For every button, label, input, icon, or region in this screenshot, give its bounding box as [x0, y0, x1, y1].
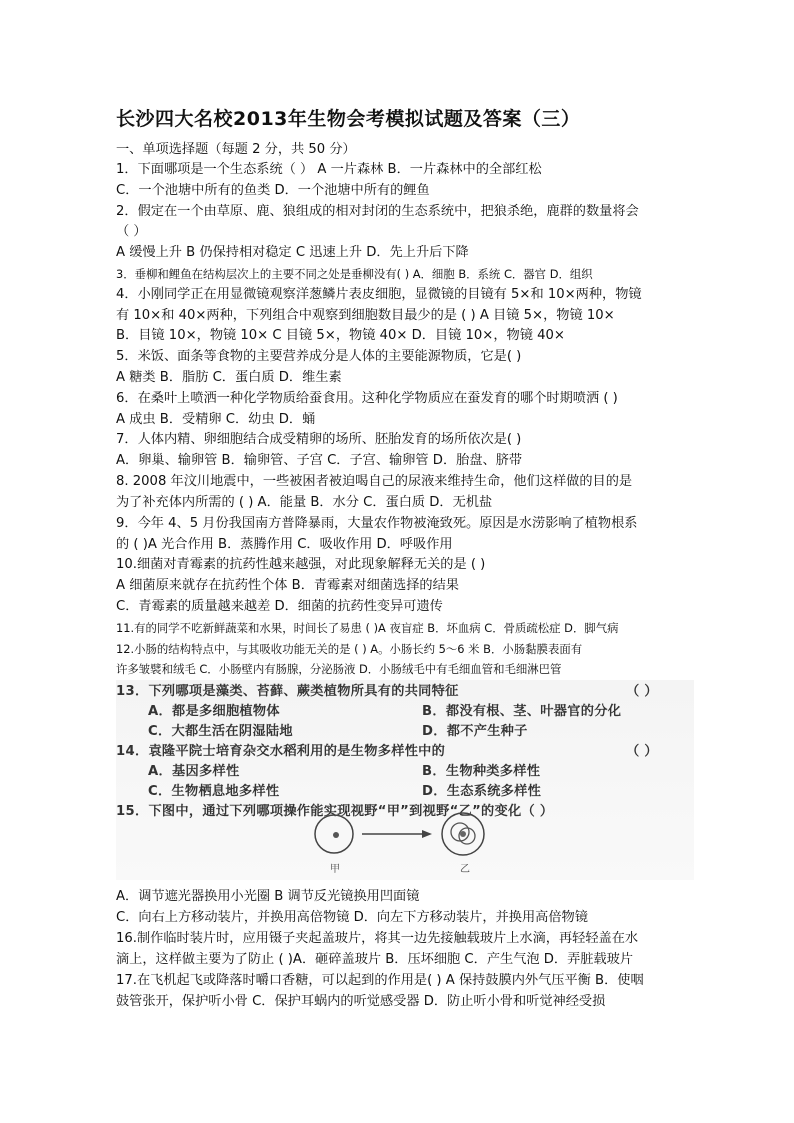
- scan-question-14: [116, 742, 658, 762]
- question-line: A．卵巢、输卵管 B．输卵管、子宫 C．子宫、输卵管 D．胎盘、脐带: [116, 453, 523, 468]
- question-line: C．向右上方移动装片，并换用高倍物镜 D．向左下方移动装片，并换用高倍物镜: [116, 910, 588, 925]
- question-line: 4．小刚同学正在用显微镜观察洋葱鳞片表皮细胞，显微镜的目镜有 5×和 10×两种，物镜: [116, 287, 642, 302]
- question-line: 滴上，这样做主要为了防止 ( )A．砸碎盖玻片 B．压坏细胞 C．产生气泡 D．弄脏载玻片: [116, 952, 634, 967]
- question-line: A 成虫 B．受精卵 C．幼虫 D．蛹: [116, 412, 316, 427]
- question-line: 11.有的同学不吃新鲜蔬菜和水果，时间长了易患 ( )A 夜盲症 B．坏血病 C．骨质疏松症 D．脚气病: [116, 621, 619, 635]
- q14-option-b: B．生物种类多样性: [422, 764, 541, 779]
- q14-option-a: A．基因多样性: [148, 764, 240, 779]
- question-line: 的 ( )A 光合作用 B．蒸腾作用 C．吸收作用 D．呼吸作用: [116, 537, 453, 552]
- microscope-view-diagram: [310, 810, 490, 876]
- question-line: （ ）: [116, 224, 147, 239]
- question-line: C．一个池塘中所有的鱼类 D．一个池塘中所有的鲤鱼: [116, 183, 430, 198]
- q13-option-d: D．都不产生种子: [422, 724, 528, 739]
- label-jia: 甲: [330, 864, 340, 875]
- question-line: A 细菌原来就存在抗药性个体 B．青霉素对细菌选择的结果: [116, 578, 459, 593]
- question-line: A 缓慢上升 B 仍保持相对稳定 C 迅速上升 D．先上升后下降: [116, 245, 469, 260]
- question-line: 17.在飞机起飞或降落时嚼口香糖，可以起到的作用是( ) A 保持鼓膜内外气压平衡 B．使咽: [116, 973, 644, 988]
- question-line: 7．人体内精、卵细胞结合成受精卵的场所、胚胎发育的场所依次是( ): [116, 432, 522, 447]
- question-line: 10.细菌对青霉素的抗药性越来越强，对此现象解释无关的是 ( ): [116, 557, 486, 572]
- view-jia-cell: [333, 832, 339, 838]
- q13-stem: 13．下列哪项是藻类、苔藓、蕨类植物所具有的共同特征: [116, 684, 459, 699]
- view-yi-nucleus: [460, 831, 466, 837]
- label-yi: 乙: [460, 864, 470, 875]
- question-line: 5．米饭、面条等食物的主要营养成分是人体的主要能源物质，它是( ): [116, 349, 522, 364]
- question-line: 6．在桑叶上喷洒一种化学物质给蚕食用。这种化学物质应在蚕发育的哪个时期喷洒 ( ): [116, 391, 618, 406]
- question-line: 为了补充体内所需的 ( ) A．能量 B．水分 C．蛋白质 D．无机盐: [116, 495, 493, 510]
- question-line: 16.制作临时装片时，应用镊子夹起盖玻片，将其一边先接触载玻片上水滴，再轻轻盖在水: [116, 931, 639, 946]
- question-line: 8. 2008 年汶川地震中，一些被困者被迫喝自己的尿液来维持生命，他们这样做的目的是: [116, 474, 633, 489]
- q13-option-c: C．大都生活在阴湿陆地: [148, 724, 293, 739]
- q13-paren: （ ）: [626, 684, 658, 699]
- question-line: C．青霉素的质量越来越差 D．细菌的抗药性变异可遗传: [116, 599, 443, 614]
- q14-option-c: C．生物栖息地多样性: [148, 784, 280, 799]
- section-heading: 一、单项选择题（每题 2 分，共 50 分）: [116, 142, 356, 157]
- page-title: 长沙四大名校2013年生物会考模拟试题及答案（三）: [116, 108, 581, 130]
- scan-question-15: 15．下图中，通过下列哪项操作能实现视野“甲”到视野“乙”的变化（ ）: [116, 804, 554, 819]
- question-line: 1．下面哪项是一个生态系统（ ） A 一片森林 B．一片森林中的全部红松: [116, 162, 542, 177]
- q14-paren: （ ）: [626, 744, 658, 759]
- question-line: 鼓管张开，保护听小骨 C．保护耳蜗内的听觉感受器 D．防止听小骨和听觉神经受损: [116, 994, 606, 1009]
- question-line: A 糖类 B．脂肪 C．蛋白质 D．维生素: [116, 370, 342, 385]
- question-line: B．目镜 10×，物镜 10× C 目镜 5×，物镜 40× D．目镜 10×，物镜 40×: [116, 328, 565, 343]
- question-line: 有 10×和 40×两种，下列组合中观察到细胞数目最少的是 ( ) A 目镜 5×，物镜 10×: [116, 308, 615, 323]
- q14-option-d: D．生态系统多样性: [422, 784, 542, 799]
- question-line: 9．今年 4、5 月份我国南方普降暴雨，大量农作物被淹致死。原因是水涝影响了植物根系: [116, 516, 638, 531]
- question-line: 2．假定在一个由草原、鹿、狼组成的相对封闭的生态系统中，把狼杀绝，鹿群的数量将会: [116, 204, 639, 219]
- q13-option-a: A．都是多细胞植物体: [148, 704, 280, 719]
- question-line: 12.小肠的结构特点中，与其吸收功能无关的是 ( ) A。小肠长约 5～6 米 B．小肠黏膜表面有: [116, 642, 583, 656]
- scan-question-13: [116, 682, 658, 702]
- q13-option-b: B．都没有根、茎、叶器官的分化: [422, 704, 622, 719]
- q14-stem: 14．袁隆平院士培育杂交水稻利用的是生物多样性中的: [116, 744, 446, 759]
- question-line: 3．垂柳和鲤鱼在结构层次上的主要不同之处是垂柳没有( ) A．细胞 B．系统 C．器官 D．组织: [116, 267, 593, 281]
- question-line: A．调节遮光器换用小光圈 B 调节反光镜换用凹面镜: [116, 889, 420, 904]
- arrow-head-icon: [422, 830, 432, 838]
- question-line: 许多皱襞和绒毛 C．小肠壁内有肠腺，分泌肠液 D．小肠绒毛中有毛细血管和毛细淋巴管: [116, 662, 562, 676]
